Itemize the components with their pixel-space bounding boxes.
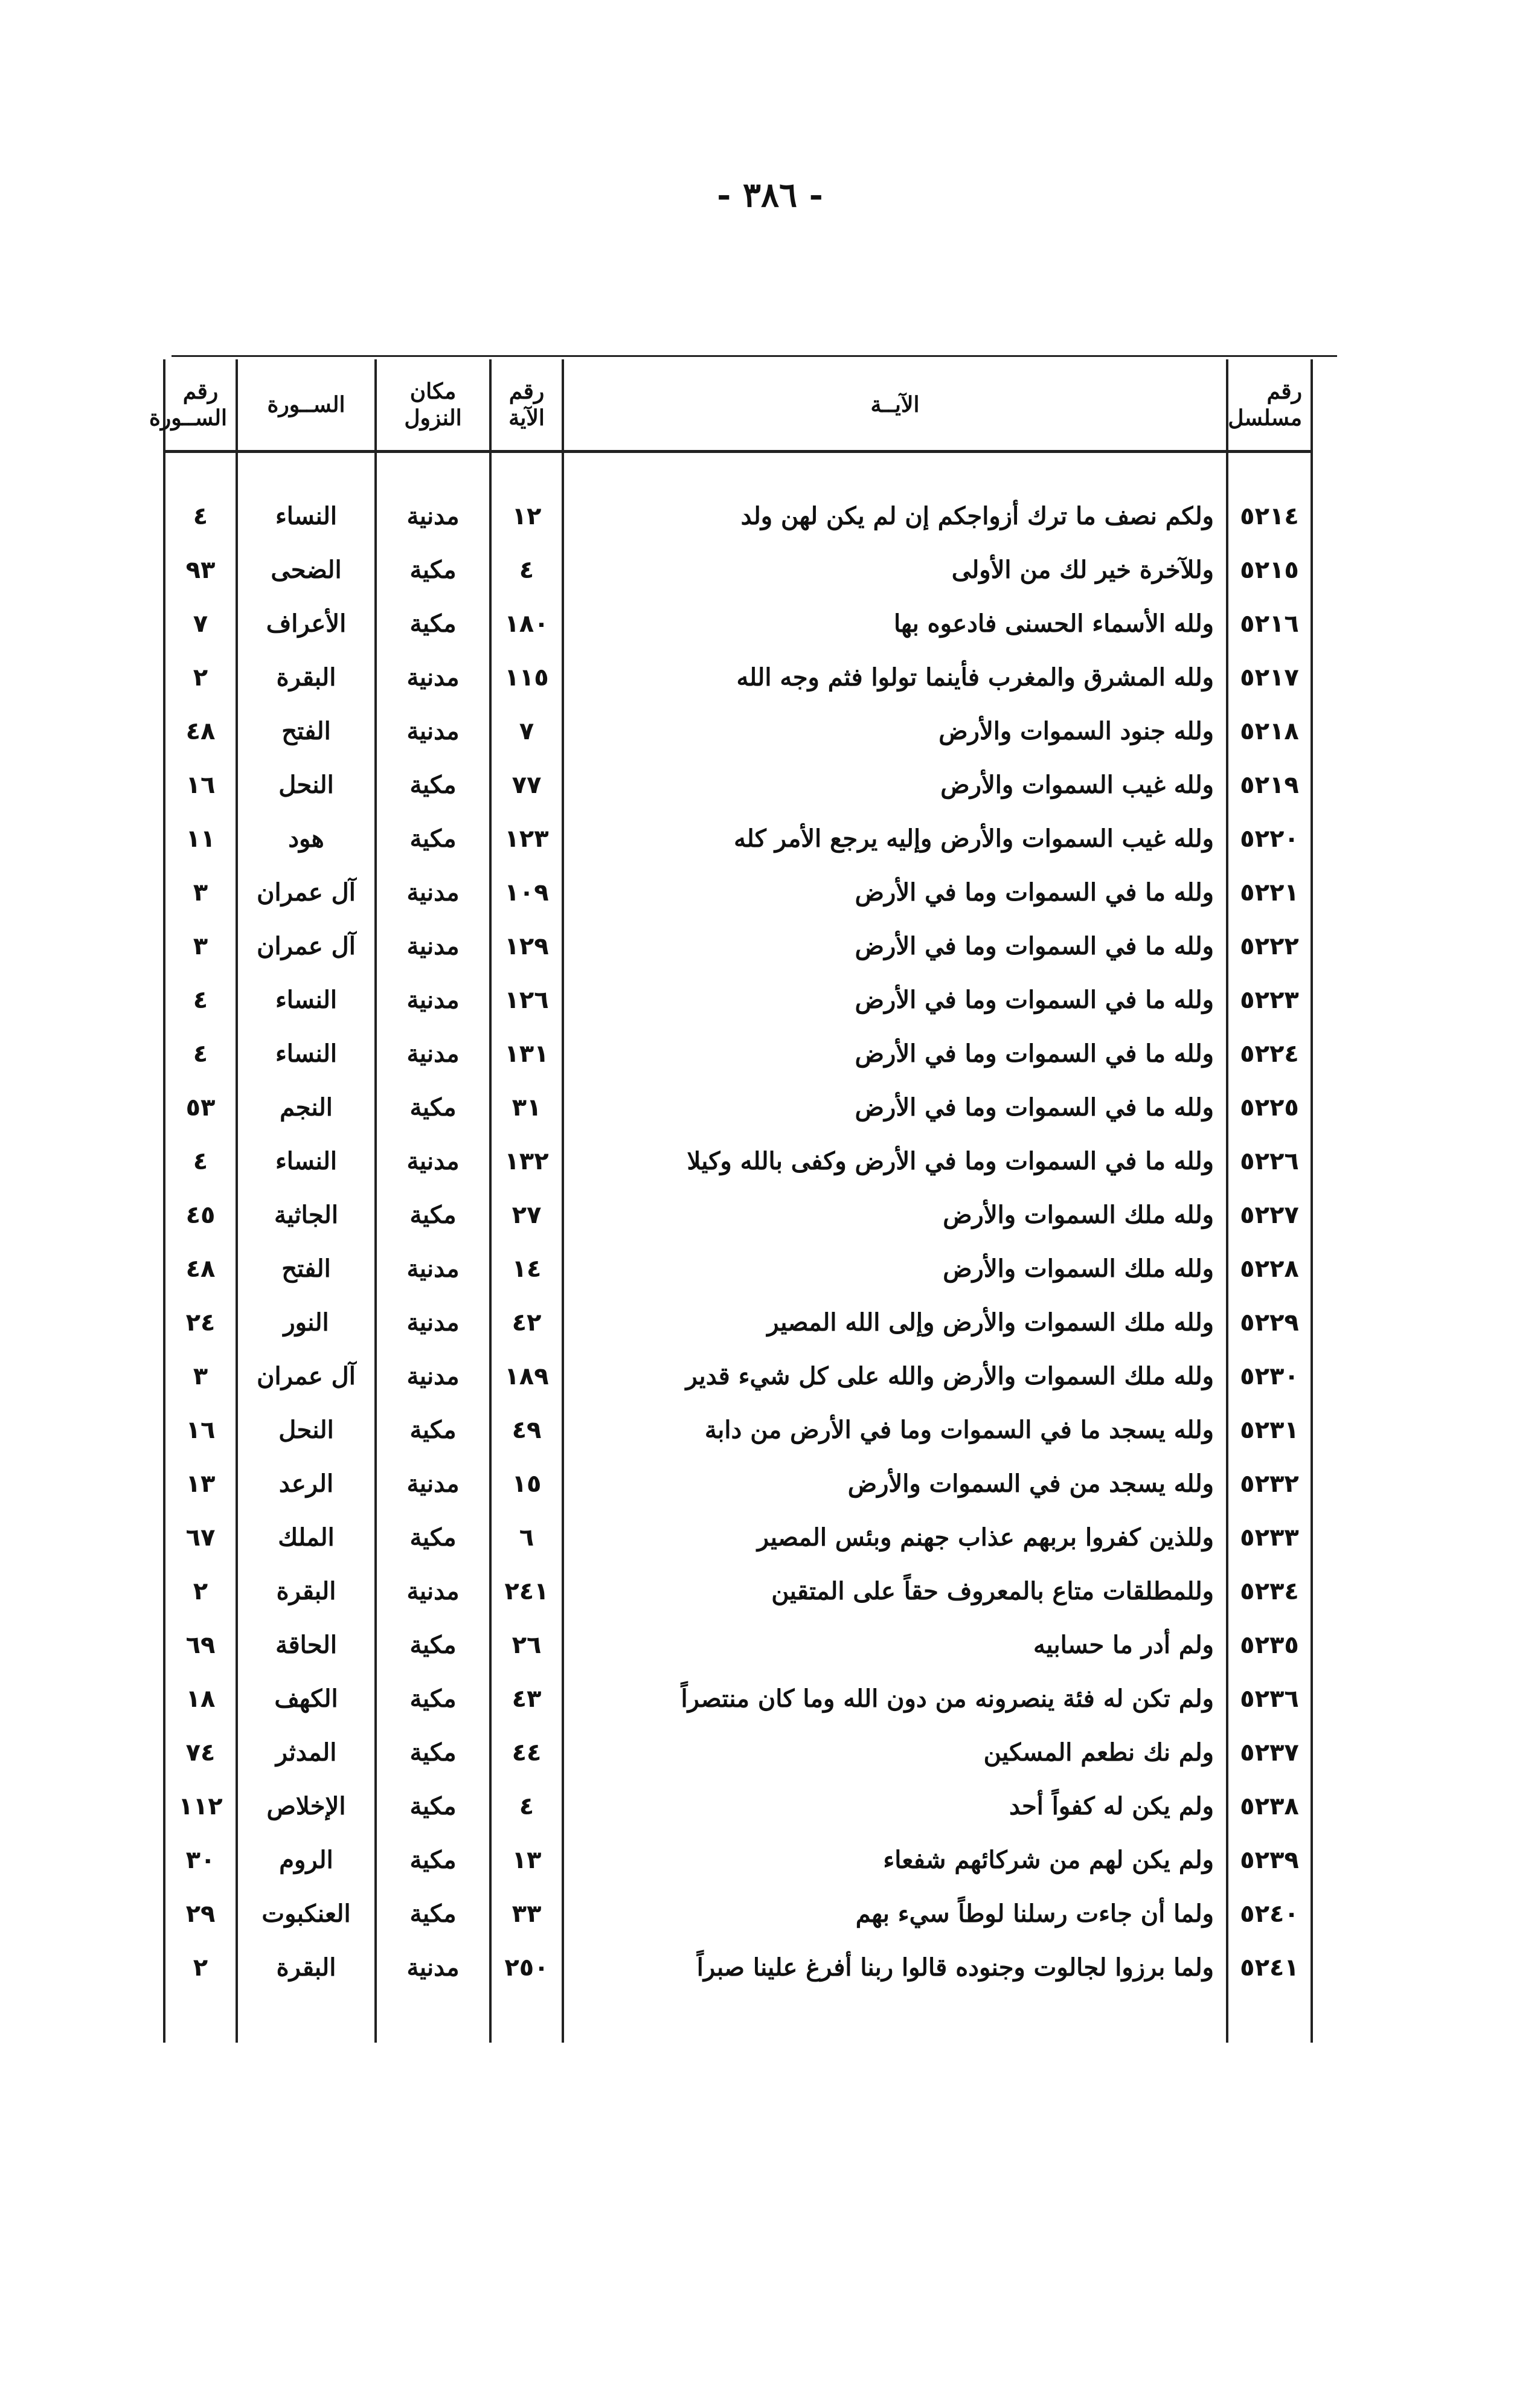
- serial-number-cell: ٥٢٢٦: [1227, 1134, 1312, 1188]
- ayah-number-cell: ٧: [490, 704, 563, 758]
- table-row: [164, 597, 1312, 650]
- serial-number-cell: ٥٢١٩: [1227, 758, 1312, 812]
- serial-number-cell: ٥٢٢٢: [1227, 919, 1312, 973]
- serial-number-cell: ٥٢٣٩: [1227, 1833, 1312, 1887]
- surah-name-cell: الرعد: [237, 1457, 376, 1511]
- ayah-text-cell: ولله ما في السموات وما في الأرض: [563, 865, 1227, 919]
- revelation-place-cell: مكية: [376, 1618, 490, 1672]
- ayah-text-cell: ولله ملك السموات والأرض وإلى الله المصير: [563, 1296, 1227, 1349]
- ayah-text-cell: ولله ما في السموات وما في الأرض: [563, 973, 1227, 1027]
- surah-name-cell: النساء: [237, 489, 376, 543]
- ayah-number-cell: ١٣٢: [490, 1134, 563, 1188]
- surah-name-cell: النور: [237, 1296, 376, 1349]
- surah-name-cell: الأعراف: [237, 597, 376, 650]
- ayah-text-cell: ولما برزوا لجالوت وجنوده قالوا ربنا أفرغ علينا صبراً: [563, 1941, 1227, 1994]
- revelation-place-cell: مكية: [376, 1833, 490, 1887]
- revelation-place-cell: مكية: [376, 597, 490, 650]
- serial-number-cell: ٥٢٢٣: [1227, 973, 1312, 1027]
- surah-number-cell: ٧: [164, 597, 237, 650]
- table-top-rule: [172, 355, 1337, 357]
- table-row: [164, 1941, 1312, 1994]
- surah-number-cell: ٣٠: [164, 1833, 237, 1887]
- ayah-number-cell: ٤: [490, 1779, 563, 1833]
- surah-number-cell: ٦٩: [164, 1618, 237, 1672]
- header-place: مكان النزول: [376, 359, 490, 452]
- surah-number-cell: ٥٣: [164, 1081, 237, 1134]
- ayah-number-cell: ٤٤: [490, 1726, 563, 1779]
- revelation-place-cell: مدنية: [376, 973, 490, 1027]
- serial-number-cell: ٥٢٣٧: [1227, 1726, 1312, 1779]
- ayah-text-cell: ولم أدر ما حسابيه: [563, 1618, 1227, 1672]
- surah-number-cell: ٦٧: [164, 1511, 237, 1564]
- serial-number-cell: ٥٢٤١: [1227, 1941, 1312, 1994]
- surah-name-cell: النحل: [237, 758, 376, 812]
- revelation-place-cell: مكية: [376, 1511, 490, 1564]
- revelation-place-cell: مكية: [376, 1726, 490, 1779]
- serial-number-cell: ٥٢١٧: [1227, 650, 1312, 704]
- ayah-number-cell: ١٢٦: [490, 973, 563, 1027]
- serial-number-cell: ٥٢١٥: [1227, 543, 1312, 597]
- table-row: [164, 1726, 1312, 1779]
- ayah-number-cell: ١٨٠: [490, 597, 563, 650]
- ayah-index-table: [149, 359, 1313, 2043]
- table-row: [164, 1618, 1312, 1672]
- serial-number-cell: ٥٢٣١: [1227, 1403, 1312, 1457]
- surah-number-cell: ٢٩: [164, 1887, 237, 1941]
- ayah-number-cell: ١٢: [490, 489, 563, 543]
- surah-number-cell: ٣: [164, 865, 237, 919]
- table-tail-row: [164, 1994, 1312, 2043]
- serial-number-cell: ٥٢٣٤: [1227, 1564, 1312, 1618]
- revelation-place-cell: مكية: [376, 1887, 490, 1941]
- table-header-row: [164, 359, 1312, 452]
- surah-name-cell: الملك: [237, 1511, 376, 1564]
- table-row: [164, 1403, 1312, 1457]
- surah-name-cell: العنكبوت: [237, 1887, 376, 1941]
- ayah-number-cell: ٦: [490, 1511, 563, 1564]
- header-serial: رقم مسلسل: [1227, 359, 1312, 452]
- revelation-place-cell: مكية: [376, 758, 490, 812]
- serial-number-cell: ٥٢٢٩: [1227, 1296, 1312, 1349]
- ayah-number-cell: ١٠٩: [490, 865, 563, 919]
- table-body: [164, 452, 1312, 2043]
- ayah-number-cell: ٤٢: [490, 1296, 563, 1349]
- header-ayah-number: رقم الآية: [490, 359, 563, 452]
- ayah-text-cell: ولله ملك السموات والأرض: [563, 1188, 1227, 1242]
- surah-number-cell: ٩٣: [164, 543, 237, 597]
- surah-number-cell: ٧٤: [164, 1726, 237, 1779]
- table-row: [164, 1081, 1312, 1134]
- table-row: [164, 1188, 1312, 1242]
- serial-number-cell: ٥٢١٨: [1227, 704, 1312, 758]
- surah-number-cell: ٢: [164, 1564, 237, 1618]
- serial-number-cell: ٥٢٣٨: [1227, 1779, 1312, 1833]
- revelation-place-cell: مدنية: [376, 1134, 490, 1188]
- table-row: [164, 812, 1312, 865]
- ayah-text-cell: ولله ما في السموات وما في الأرض وكفى بالله وكيلا: [563, 1134, 1227, 1188]
- ayah-number-cell: ١٤: [490, 1242, 563, 1296]
- ayah-text-cell: ولله ما في السموات وما في الأرض: [563, 1081, 1227, 1134]
- ayah-number-cell: ٣١: [490, 1081, 563, 1134]
- revelation-place-cell: مكية: [376, 1403, 490, 1457]
- revelation-place-cell: مدنية: [376, 919, 490, 973]
- ayah-text-cell: ولله يسجد ما في السموات وما في الأرض من دابة: [563, 1403, 1227, 1457]
- ayah-number-cell: ٢٥٠: [490, 1941, 563, 1994]
- revelation-place-cell: مدنية: [376, 1349, 490, 1403]
- page-number: - ٣٨٦ -: [717, 175, 823, 215]
- surah-name-cell: البقرة: [237, 650, 376, 704]
- revelation-place-cell: مدنية: [376, 1564, 490, 1618]
- ayah-number-cell: ٣٣: [490, 1887, 563, 1941]
- ayah-text-cell: وللذين كفروا بربهم عذاب جهنم وبئس المصير: [563, 1511, 1227, 1564]
- table-row: [164, 704, 1312, 758]
- table-row: [164, 919, 1312, 973]
- surah-number-cell: ٤: [164, 1027, 237, 1081]
- surah-name-cell: الفتح: [237, 1242, 376, 1296]
- serial-number-cell: ٥٢١٤: [1227, 489, 1312, 543]
- serial-number-cell: ٥٢٤٠: [1227, 1887, 1312, 1941]
- table-spacer-row: [164, 452, 1312, 490]
- ayah-text-cell: وللآخرة خير لك من الأولى: [563, 543, 1227, 597]
- revelation-place-cell: مدنية: [376, 1242, 490, 1296]
- ayah-text-cell: ولله ما في السموات وما في الأرض: [563, 919, 1227, 973]
- table-row: [164, 1887, 1312, 1941]
- table-row: [164, 489, 1312, 543]
- surah-name-cell: آل عمران: [237, 919, 376, 973]
- surah-name-cell: الضحى: [237, 543, 376, 597]
- surah-name-cell: الإخلاص: [237, 1779, 376, 1833]
- surah-number-cell: ١٦: [164, 758, 237, 812]
- surah-number-cell: ١٣: [164, 1457, 237, 1511]
- surah-name-cell: المدثر: [237, 1726, 376, 1779]
- surah-name-cell: النساء: [237, 1027, 376, 1081]
- surah-name-cell: آل عمران: [237, 1349, 376, 1403]
- ayah-text-cell: ولم يكن له كفواً أحد: [563, 1779, 1227, 1833]
- ayah-text-cell: ولله ما في السموات وما في الأرض: [563, 1027, 1227, 1081]
- header-surah-number: رقم الســورة: [164, 359, 237, 452]
- ayah-number-cell: ٤٣: [490, 1672, 563, 1726]
- table-row: [164, 1027, 1312, 1081]
- table-row: [164, 1511, 1312, 1564]
- ayah-text-cell: ولله يسجد من في السموات والأرض: [563, 1457, 1227, 1511]
- header-surah: الســورة: [237, 359, 376, 452]
- surah-name-cell: النجم: [237, 1081, 376, 1134]
- ayah-text-cell: ولله ملك السموات والأرض: [563, 1242, 1227, 1296]
- serial-number-cell: ٥٢٢٨: [1227, 1242, 1312, 1296]
- ayah-text-cell: ولكم نصف ما ترك أزواجكم إن لم يكن لهن ولد: [563, 489, 1227, 543]
- table-row: [164, 1833, 1312, 1887]
- revelation-place-cell: مكية: [376, 812, 490, 865]
- table-row: [164, 650, 1312, 704]
- table-row: [164, 758, 1312, 812]
- ayah-number-cell: ٢٦: [490, 1618, 563, 1672]
- serial-number-cell: ٥٢٢٤: [1227, 1027, 1312, 1081]
- table-row: [164, 1296, 1312, 1349]
- surah-number-cell: ٢: [164, 1941, 237, 1994]
- table-row: [164, 1349, 1312, 1403]
- serial-number-cell: ٥٢١٦: [1227, 597, 1312, 650]
- serial-number-cell: ٥٢٣٣: [1227, 1511, 1312, 1564]
- table-row: [164, 1564, 1312, 1618]
- surah-number-cell: ٤: [164, 1134, 237, 1188]
- ayah-text-cell: ولله جنود السموات والأرض: [563, 704, 1227, 758]
- ayah-number-cell: ١٢٣: [490, 812, 563, 865]
- ayah-text-cell: ولله الأسماء الحسنى فادعوه بها: [563, 597, 1227, 650]
- header-ayah: الآيــة: [563, 359, 1227, 452]
- surah-number-cell: ٤٨: [164, 1242, 237, 1296]
- serial-number-cell: ٥٢٢٠: [1227, 812, 1312, 865]
- surah-number-cell: ٤: [164, 489, 237, 543]
- surah-name-cell: آل عمران: [237, 865, 376, 919]
- revelation-place-cell: مدنية: [376, 1027, 490, 1081]
- surah-number-cell: ١٨: [164, 1672, 237, 1726]
- table-row: [164, 1134, 1312, 1188]
- ayah-number-cell: ١٢٩: [490, 919, 563, 973]
- serial-number-cell: ٥٢٢٥: [1227, 1081, 1312, 1134]
- ayah-text-cell: ولله المشرق والمغرب فأينما تولوا فثم وجه الله: [563, 650, 1227, 704]
- surah-name-cell: الروم: [237, 1833, 376, 1887]
- serial-number-cell: ٥٢٢١: [1227, 865, 1312, 919]
- revelation-place-cell: مدنية: [376, 1457, 490, 1511]
- serial-number-cell: ٥٢٣٢: [1227, 1457, 1312, 1511]
- revelation-place-cell: مدنية: [376, 704, 490, 758]
- surah-name-cell: النحل: [237, 1403, 376, 1457]
- revelation-place-cell: مدنية: [376, 1296, 490, 1349]
- revelation-place-cell: مكية: [376, 543, 490, 597]
- ayah-number-cell: ١٣١: [490, 1027, 563, 1081]
- surah-name-cell: البقرة: [237, 1941, 376, 1994]
- ayah-number-cell: ١١٥: [490, 650, 563, 704]
- ayah-number-cell: ٤: [490, 543, 563, 597]
- ayah-text-cell: ولم يكن لهم من شركائهم شفعاء: [563, 1833, 1227, 1887]
- serial-number-cell: ٥٢٢٧: [1227, 1188, 1312, 1242]
- surah-number-cell: ٢٤: [164, 1296, 237, 1349]
- table-row: [164, 1457, 1312, 1511]
- revelation-place-cell: مكية: [376, 1672, 490, 1726]
- surah-name-cell: الكهف: [237, 1672, 376, 1726]
- surah-name-cell: الفتح: [237, 704, 376, 758]
- surah-name-cell: البقرة: [237, 1564, 376, 1618]
- ayah-text-cell: ولم نك نطعم المسكين: [563, 1726, 1227, 1779]
- table-row: [164, 543, 1312, 597]
- ayah-text-cell: ولم تكن له فئة ينصرونه من دون الله وما كان منتصراً: [563, 1672, 1227, 1726]
- ayah-text-cell: ولله غيب السموات والأرض: [563, 758, 1227, 812]
- surah-number-cell: ١٦: [164, 1403, 237, 1457]
- ayah-number-cell: ٢٧: [490, 1188, 563, 1242]
- ayah-number-cell: ١٨٩: [490, 1349, 563, 1403]
- ayah-text-cell: وللمطلقات متاع بالمعروف حقاً على المتقين: [563, 1564, 1227, 1618]
- surah-number-cell: ١١٢: [164, 1779, 237, 1833]
- surah-number-cell: ٣: [164, 919, 237, 973]
- surah-name-cell: هود: [237, 812, 376, 865]
- surah-name-cell: الحاقة: [237, 1618, 376, 1672]
- ayah-number-cell: ٢٤١: [490, 1564, 563, 1618]
- serial-number-cell: ٥٢٣٠: [1227, 1349, 1312, 1403]
- surah-name-cell: النساء: [237, 1134, 376, 1188]
- revelation-place-cell: مكية: [376, 1779, 490, 1833]
- surah-number-cell: ٣: [164, 1349, 237, 1403]
- surah-number-cell: ٤٨: [164, 704, 237, 758]
- ayah-number-cell: ٤٩: [490, 1403, 563, 1457]
- ayah-text-cell: ولما أن جاءت رسلنا لوطاً سيء بهم: [563, 1887, 1227, 1941]
- surah-number-cell: ٤٥: [164, 1188, 237, 1242]
- surah-name-cell: النساء: [237, 973, 376, 1027]
- ayah-number-cell: ٧٧: [490, 758, 563, 812]
- ayah-text-cell: ولله غيب السموات والأرض وإليه يرجع الأمر كله: [563, 812, 1227, 865]
- revelation-place-cell: مدنية: [376, 1941, 490, 1994]
- serial-number-cell: ٥٢٣٦: [1227, 1672, 1312, 1726]
- serial-number-cell: ٥٢٣٥: [1227, 1618, 1312, 1672]
- ayah-text-cell: ولله ملك السموات والأرض والله على كل شيء قدير: [563, 1349, 1227, 1403]
- surah-name-cell: الجاثية: [237, 1188, 376, 1242]
- table-row: [164, 1242, 1312, 1296]
- revelation-place-cell: مكية: [376, 1188, 490, 1242]
- revelation-place-cell: مدنية: [376, 489, 490, 543]
- surah-number-cell: ٢: [164, 650, 237, 704]
- revelation-place-cell: مكية: [376, 1081, 490, 1134]
- surah-number-cell: ١١: [164, 812, 237, 865]
- ayah-number-cell: ١٣: [490, 1833, 563, 1887]
- table-row: [164, 1672, 1312, 1726]
- table-row: [164, 865, 1312, 919]
- surah-number-cell: ٤: [164, 973, 237, 1027]
- table-row: [164, 973, 1312, 1027]
- revelation-place-cell: مدنية: [376, 865, 490, 919]
- revelation-place-cell: مدنية: [376, 650, 490, 704]
- ayah-number-cell: ١٥: [490, 1457, 563, 1511]
- table-row: [164, 1779, 1312, 1833]
